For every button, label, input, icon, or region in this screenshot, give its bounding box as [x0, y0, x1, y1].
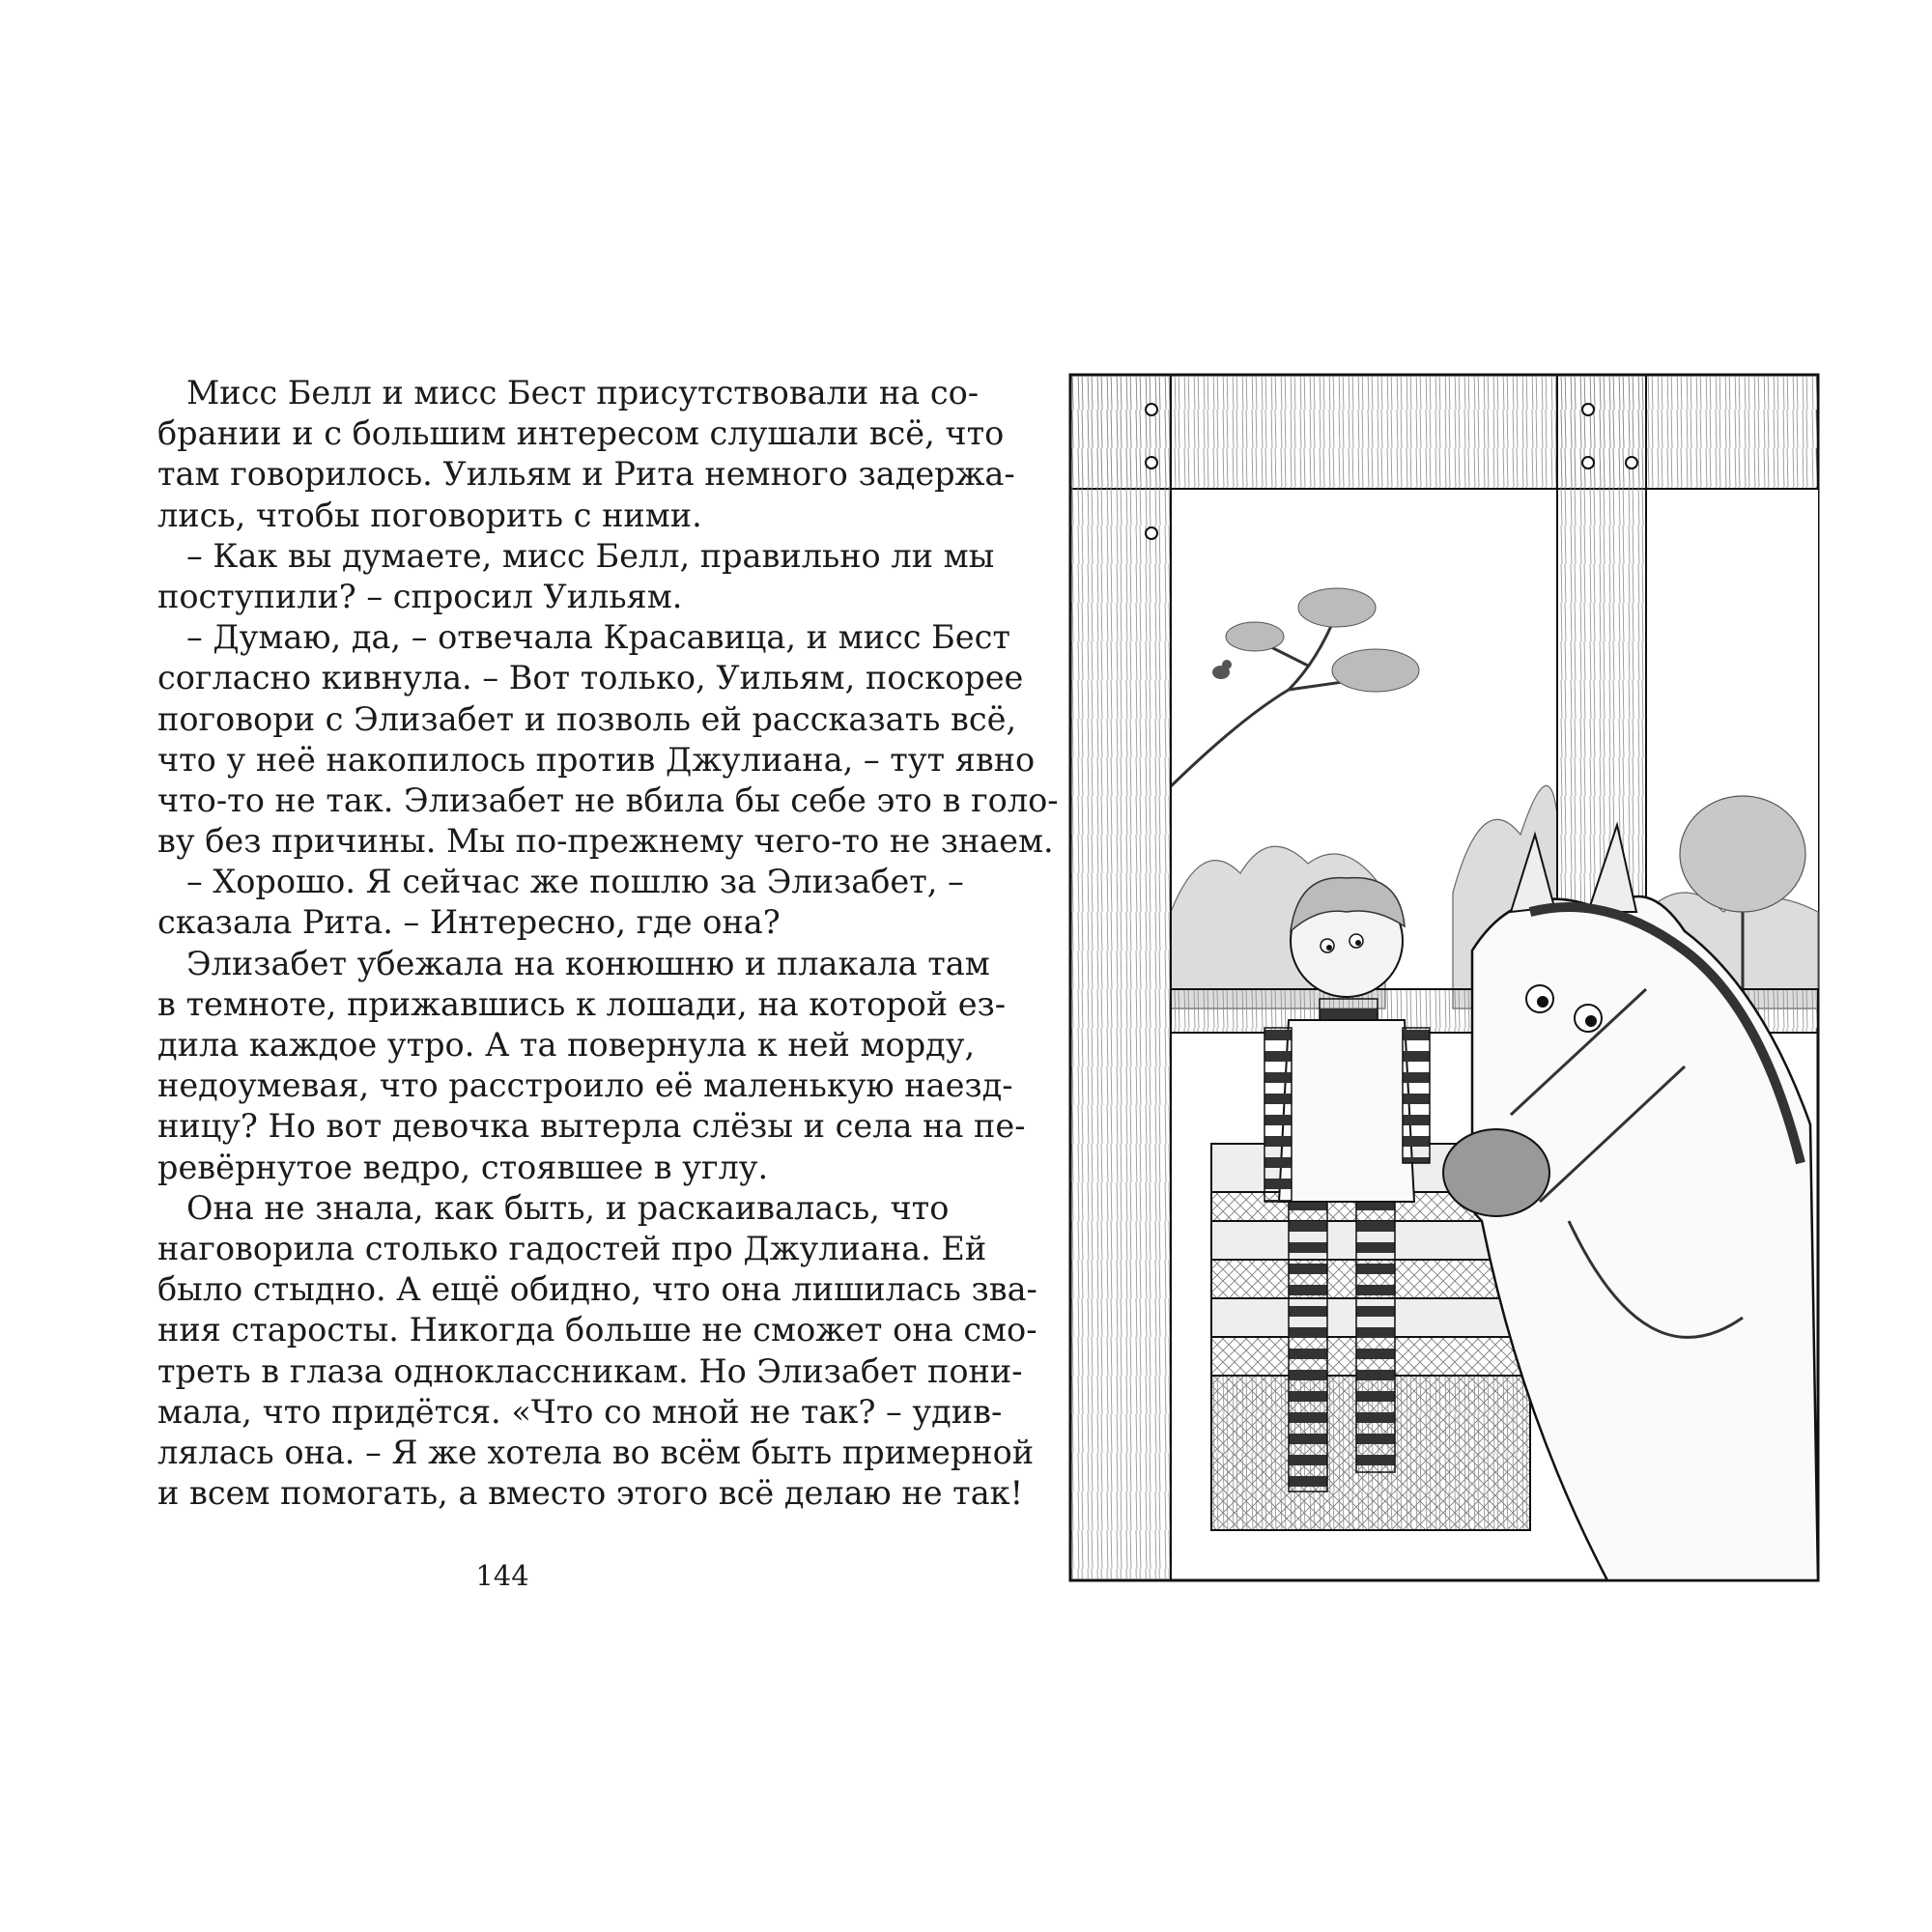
text-line: что-то не так. Элизабет не вбила бы себе это в голо-	[157, 781, 1059, 819]
text-line: согласно кивнула. – Вот только, Уильям, поскорее	[157, 659, 1024, 697]
text-line: – Хорошо. Я сейчас же пошлю за Элизабет, –	[186, 863, 964, 901]
text-line: лись, чтобы поговорить с ними.	[157, 496, 702, 534]
text-line: мала, что придётся. «Что со мной не так? – удив-	[157, 1392, 1003, 1431]
page-number: 144	[475, 1559, 529, 1592]
top-beam	[1070, 375, 1818, 489]
illustration	[1066, 371, 1822, 1584]
text-line: Мисс Белл и мисс Бест присутствовали на со-	[186, 374, 980, 412]
text-line: было стыдно. А ещё обидно, что она лишилась зва-	[157, 1270, 1037, 1309]
left-post	[1070, 375, 1171, 1580]
text-line: Она не знала, как быть, и раскаивалась, что	[186, 1188, 950, 1227]
text-line: ницу? Но вот девочка вытерла слёзы и села на пе-	[157, 1107, 1026, 1146]
text-line: ревёрнутое ведро, стоявшее в углу.	[157, 1148, 769, 1186]
text-line: ву без причины. Мы по-прежнему чего-то не знаем.	[157, 822, 1054, 861]
text-line: сказала Рита. – Интересно, где она?	[157, 903, 781, 942]
text-line: дила каждое утро. А та повернула к ней морду,	[157, 1026, 976, 1064]
text-line: там говорилось. Уильям и Рита немного задержа-	[157, 455, 1015, 494]
text-line: – Думаю, да, – отвечала Красавица, и мисс Бест	[186, 618, 1010, 657]
text-line: наговорила столько гадостей про Джулиана. Ей	[157, 1229, 987, 1267]
text-line: треть в глаза одноклассникам. Но Элизабет пони-	[157, 1351, 1023, 1390]
text-line: ния старосты. Никогда больше не сможет она смо-	[157, 1311, 1037, 1350]
text-line: в темноте, прижавшись к лошади, на которой ез-	[157, 984, 1007, 1023]
text-line: что у неё накопилось против Джулиана, – тут явно	[157, 740, 1036, 779]
text-line: брании и с большим интересом слушали всё, что	[157, 414, 1005, 453]
text-line: поступили? – спросил Уильям.	[157, 577, 683, 615]
text-line: и всем помогать, а вместо этого всё делаю не так!	[157, 1474, 1024, 1513]
text-line: – Как вы думаете, мисс Белл, правильно ли мы	[186, 536, 995, 575]
text-line: недоумевая, что расстроило её маленькую наезд-	[157, 1066, 1013, 1105]
left-page-text	[157, 373, 1059, 1514]
text-line: Элизабет убежала на конюшню и плакала там	[186, 944, 990, 982]
text-line: поговори с Элизабет и позволь ей рассказать всё,	[157, 699, 1017, 738]
text-line: лялась она. – Я же хотела во всём быть примерной	[157, 1433, 1035, 1471]
girl-and-horse-drawing	[1066, 371, 1822, 1584]
